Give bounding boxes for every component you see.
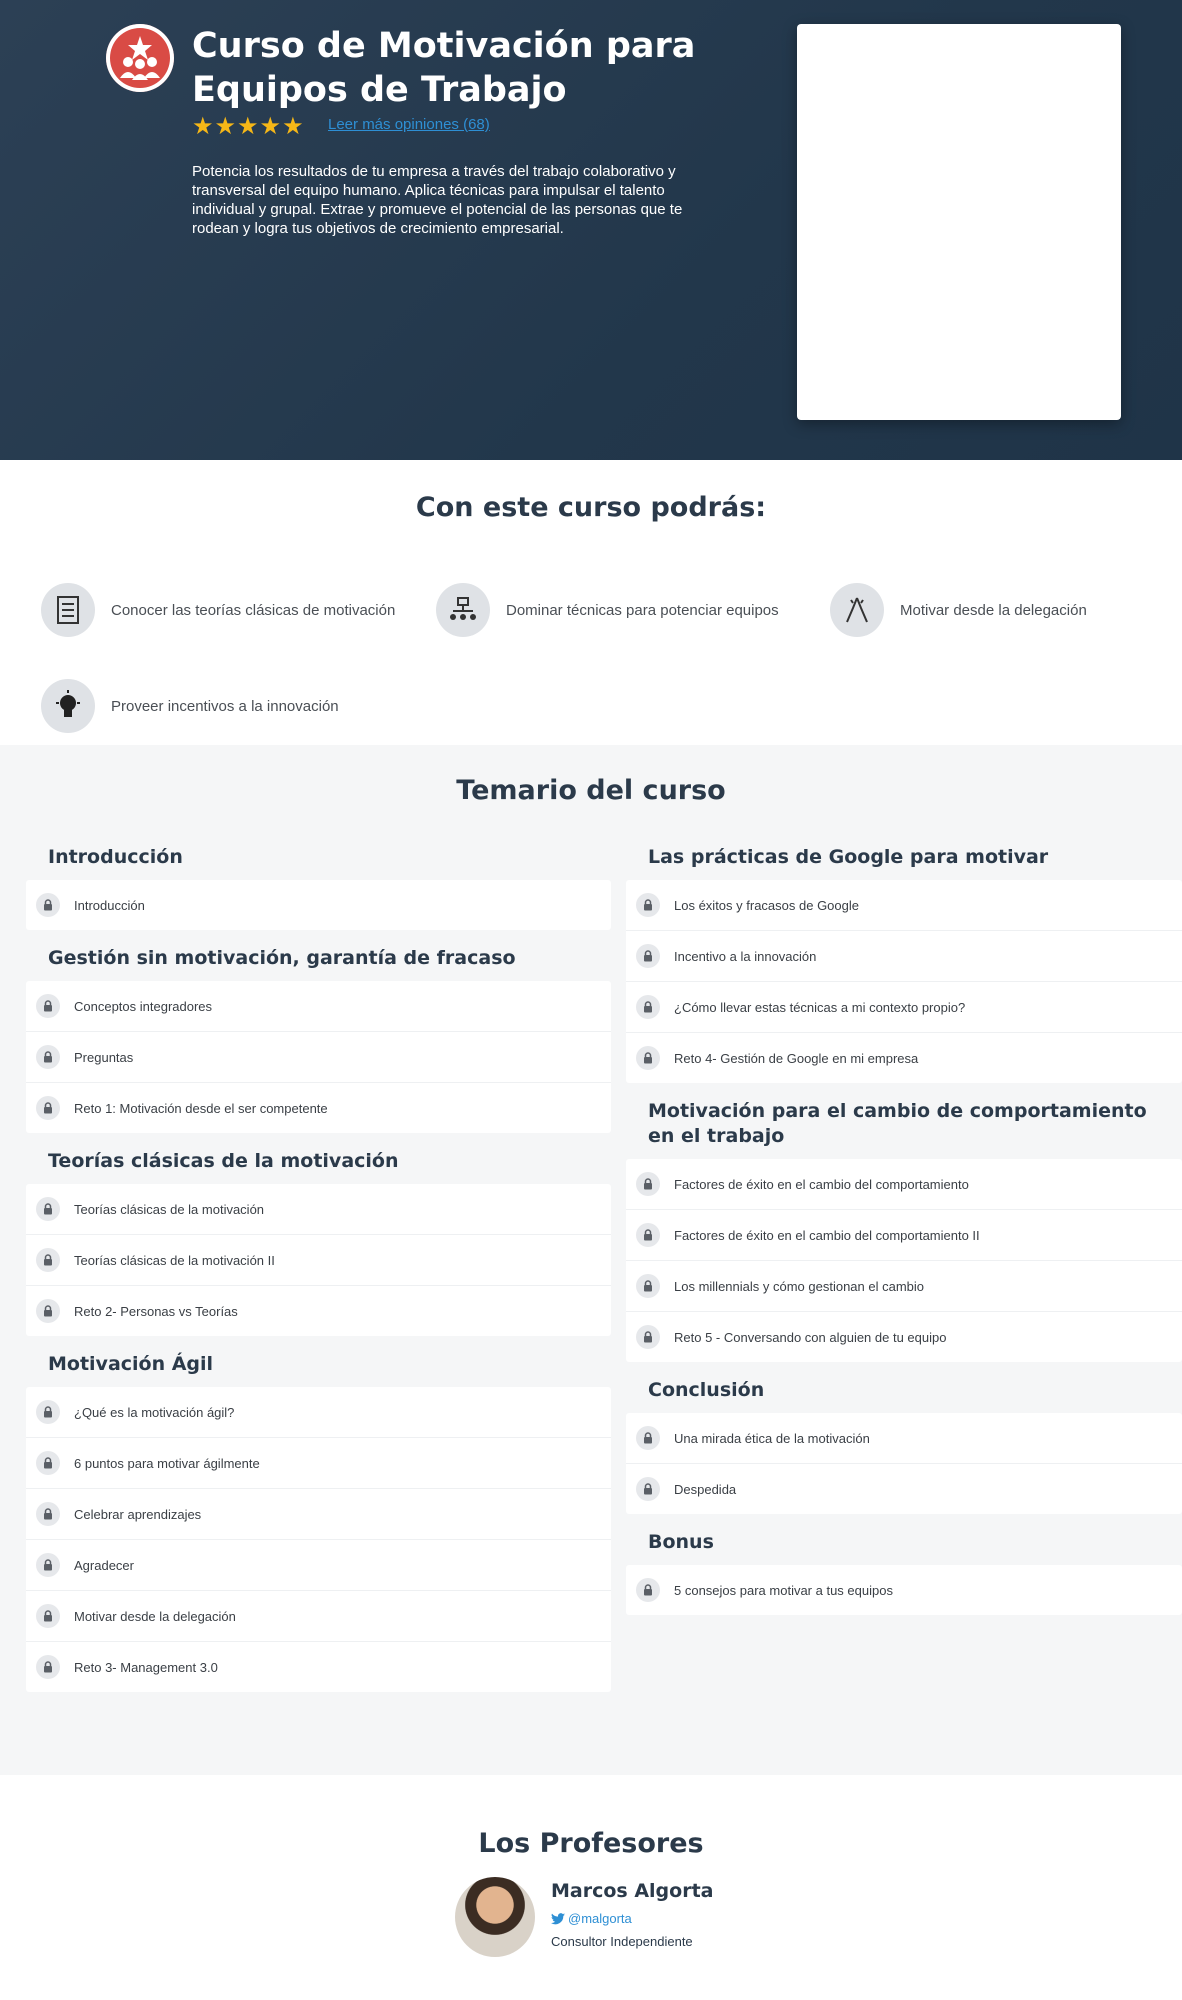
lock-icon bbox=[36, 994, 60, 1018]
lesson-item[interactable] bbox=[626, 1413, 1182, 1464]
lesson-label: ¿Qué es la motivación ágil? bbox=[74, 1404, 235, 1420]
course-logo bbox=[106, 24, 174, 92]
high-five-icon bbox=[830, 583, 884, 637]
syllabus-group bbox=[26, 946, 611, 1133]
lesson-item[interactable] bbox=[26, 1540, 611, 1591]
lesson-item[interactable] bbox=[26, 981, 611, 1032]
lesson-label: Reto 5 - Conversando con alguien de tu equipo bbox=[674, 1329, 947, 1345]
course-preview-card bbox=[797, 24, 1121, 420]
course-hero bbox=[0, 0, 1182, 460]
teacher-name: Marcos Algorta bbox=[551, 1880, 714, 1902]
lesson-list bbox=[26, 981, 611, 1133]
lesson-label: ¿Cómo llevar estas técnicas a mi contexto propio? bbox=[674, 999, 966, 1015]
benefit-label: Dominar técnicas para potenciar equipos bbox=[506, 601, 779, 619]
syllabus-group-title: Motivación Ágil bbox=[48, 1353, 214, 1375]
lock-icon bbox=[636, 944, 660, 968]
lock-icon bbox=[636, 995, 660, 1019]
lesson-list bbox=[626, 1413, 1182, 1514]
org-chart-icon bbox=[436, 583, 490, 637]
lock-icon bbox=[636, 1477, 660, 1501]
syllabus-group-title: Bonus bbox=[648, 1531, 714, 1553]
lesson-list bbox=[626, 880, 1182, 1083]
benefit-item bbox=[41, 583, 395, 637]
lock-icon bbox=[636, 1426, 660, 1450]
benefits-title: Con este curso podrás: bbox=[415, 492, 767, 523]
lock-icon bbox=[36, 1553, 60, 1577]
lesson-item[interactable] bbox=[26, 1235, 611, 1286]
syllabus-title: Temario del curso bbox=[456, 775, 726, 806]
reviews-link[interactable]: Leer más opiniones (68) bbox=[328, 116, 490, 133]
rating-stars: ★★★★★ bbox=[192, 113, 305, 140]
course-description: Potencia los resultados de tu empresa a través del trabajo colaborativo y transversal del equipo humano. Aplica técnicas para impulsar el talento individual y grupal. Extrae y promueve el potencial de las personas que te rodean y logra tus objetivos de crecimiento empresarial. bbox=[192, 163, 683, 237]
checklist-icon bbox=[41, 583, 95, 637]
syllabus-group bbox=[626, 1530, 1182, 1615]
lock-icon bbox=[636, 1325, 660, 1349]
lock-icon bbox=[636, 1172, 660, 1196]
syllabus-group bbox=[26, 1352, 611, 1692]
syllabus-group-title: Gestión sin motivación, garantía de fracaso bbox=[48, 947, 516, 969]
lesson-label: Incentivo a la innovación bbox=[674, 948, 817, 964]
lesson-item[interactable] bbox=[26, 1286, 611, 1336]
teacher-handle: @malgorta bbox=[568, 1911, 632, 1926]
syllabus-group bbox=[626, 1099, 1182, 1362]
lesson-label: Conceptos integradores bbox=[74, 998, 213, 1014]
lock-icon bbox=[636, 1223, 660, 1247]
lesson-list bbox=[26, 1184, 611, 1336]
lesson-item[interactable] bbox=[626, 982, 1182, 1033]
teacher-twitter-link[interactable] bbox=[551, 1911, 632, 1926]
lesson-label: Preguntas bbox=[74, 1049, 134, 1065]
lock-icon bbox=[36, 1299, 60, 1323]
lock-icon bbox=[36, 1248, 60, 1272]
lesson-label: Factores de éxito en el cambio del comportamiento bbox=[674, 1176, 969, 1192]
lesson-label: Los éxitos y fracasos de Google bbox=[674, 897, 859, 913]
lock-icon bbox=[36, 1096, 60, 1120]
lesson-label: Reto 4- Gestión de Google en mi empresa bbox=[674, 1050, 919, 1066]
syllabus-group-title: Motivación para el cambio de comportamiento en el trabajo bbox=[648, 1100, 1147, 1147]
lesson-item[interactable] bbox=[26, 1083, 611, 1133]
syllabus-group-title: Conclusión bbox=[648, 1379, 765, 1401]
teacher-avatar bbox=[455, 1877, 535, 1957]
lock-icon bbox=[36, 1604, 60, 1628]
lesson-item[interactable] bbox=[626, 1312, 1182, 1362]
syllabus-group-title: Las prácticas de Google para motivar bbox=[648, 846, 1049, 868]
teacher-role: Consultor Independiente bbox=[551, 1934, 693, 1949]
lesson-item[interactable] bbox=[26, 1032, 611, 1083]
lesson-item[interactable] bbox=[626, 931, 1182, 982]
lesson-item[interactable] bbox=[26, 1387, 611, 1438]
lesson-label: Teorías clásicas de la motivación II bbox=[74, 1252, 275, 1268]
syllabus-group bbox=[626, 845, 1182, 1083]
lesson-item[interactable] bbox=[26, 1184, 611, 1235]
lesson-item[interactable] bbox=[626, 1033, 1182, 1083]
lesson-label: Introducción bbox=[74, 897, 145, 913]
lesson-item[interactable] bbox=[26, 1489, 611, 1540]
lesson-item[interactable] bbox=[626, 1464, 1182, 1514]
lesson-item[interactable] bbox=[626, 1159, 1182, 1210]
syllabus-group bbox=[26, 845, 611, 930]
benefit-item bbox=[436, 583, 779, 637]
lock-icon bbox=[36, 1451, 60, 1475]
lesson-item[interactable] bbox=[26, 1591, 611, 1642]
lesson-label: Los millennials y cómo gestionan el cambio bbox=[674, 1278, 925, 1294]
syllabus-right-column bbox=[626, 845, 1182, 1615]
benefit-label: Proveer incentivos a la innovación bbox=[111, 697, 339, 715]
lesson-label: 5 consejos para motivar a tus equipos bbox=[674, 1582, 893, 1598]
lightbulb-icon bbox=[41, 679, 95, 733]
benefit-item bbox=[41, 679, 339, 733]
lesson-label: Celebrar aprendizajes bbox=[74, 1506, 202, 1522]
lesson-label: 6 puntos para motivar ágilmente bbox=[74, 1455, 260, 1471]
lesson-label: Una mirada ética de la motivación bbox=[674, 1430, 870, 1446]
syllabus-group bbox=[626, 1378, 1182, 1514]
team-star-icon bbox=[114, 32, 166, 84]
lesson-label: Teorías clásicas de la motivación bbox=[74, 1201, 265, 1217]
lesson-list bbox=[626, 1565, 1182, 1615]
lock-icon bbox=[636, 893, 660, 917]
benefit-label: Conocer las teorías clásicas de motivación bbox=[111, 601, 396, 619]
syllabus-group bbox=[26, 1149, 611, 1336]
lock-icon bbox=[36, 1400, 60, 1424]
lesson-label: Reto 1: Motivación desde el ser competente bbox=[74, 1100, 328, 1116]
syllabus-section bbox=[0, 745, 1182, 1775]
lesson-item[interactable] bbox=[26, 1438, 611, 1489]
lesson-list bbox=[26, 880, 611, 930]
benefit-label: Motivar desde la delegación bbox=[900, 601, 1087, 619]
lock-icon bbox=[36, 1655, 60, 1679]
lesson-item[interactable] bbox=[626, 1210, 1182, 1261]
lesson-label: Agradecer bbox=[74, 1557, 134, 1573]
lesson-item[interactable] bbox=[26, 880, 611, 930]
lock-icon bbox=[636, 1046, 660, 1070]
lesson-list bbox=[626, 1159, 1182, 1362]
lesson-item[interactable] bbox=[626, 1565, 1182, 1615]
lesson-item[interactable] bbox=[26, 1642, 611, 1692]
lock-icon bbox=[636, 1578, 660, 1602]
lock-icon bbox=[36, 1045, 60, 1069]
lesson-label: Despedida bbox=[674, 1481, 737, 1497]
lesson-item[interactable] bbox=[626, 880, 1182, 931]
teachers-title: Los Profesores bbox=[478, 1828, 704, 1859]
lesson-item[interactable] bbox=[626, 1261, 1182, 1312]
syllabus-group-title: Introducción bbox=[48, 846, 183, 868]
lesson-label: Motivar desde la delegación bbox=[74, 1608, 236, 1624]
lesson-label: Reto 3- Management 3.0 bbox=[74, 1659, 218, 1675]
twitter-icon bbox=[551, 1913, 565, 1925]
lock-icon bbox=[36, 893, 60, 917]
course-title: Curso de Motivación para Equipos de Trabajo bbox=[192, 26, 696, 110]
lock-icon bbox=[36, 1197, 60, 1221]
syllabus-left-column bbox=[26, 845, 611, 1692]
lock-icon bbox=[636, 1274, 660, 1298]
lesson-list bbox=[26, 1387, 611, 1692]
lock-icon bbox=[36, 1502, 60, 1526]
benefit-item bbox=[830, 583, 1087, 637]
syllabus-group-title: Teorías clásicas de la motivación bbox=[48, 1150, 399, 1172]
lesson-label: Reto 2- Personas vs Teorías bbox=[74, 1303, 238, 1319]
lesson-label: Factores de éxito en el cambio del comportamiento II bbox=[674, 1227, 980, 1243]
